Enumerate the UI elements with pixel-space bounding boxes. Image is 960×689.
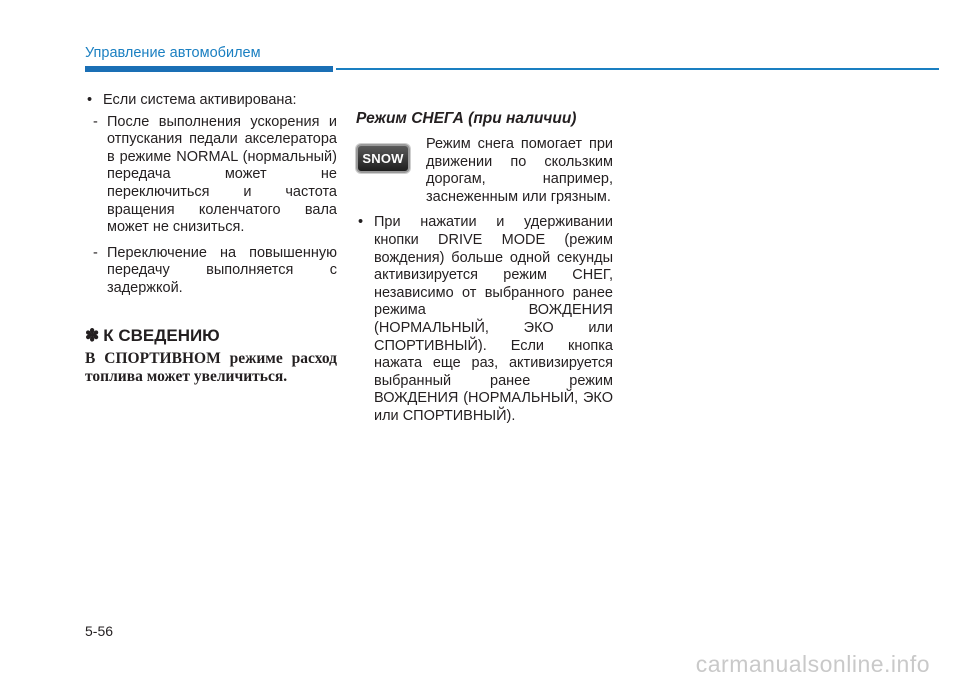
- bullet-item: [85, 92, 337, 110]
- sub-item: [93, 245, 337, 298]
- bullet-text: При нажатии и удерживании кнопки DRIVE MODE (режим вождения) больше одной секунды активизируется режим СНЕГ, независимо от выбранного ранее режима ВОЖДЕНИЯ (НОРМАЛЬНЫЙ, ЭКО или СПОРТИВНЫЙ). Если кнопка нажата еще раз, активизируется выбранный ранее режим ВОЖДЕНИЯ (НОРМАЛЬНЫЙ, ЭКО или СПОРТИВНЫЙ).: [374, 214, 613, 424]
- dash-mark: -: [93, 113, 98, 130]
- bullet-text: Если система активирована:: [103, 92, 297, 108]
- dash-mark: -: [93, 244, 98, 261]
- snow-icon-wrap: [356, 136, 426, 206]
- bullet-item: [356, 214, 613, 425]
- note-heading-text: К СВЕДЕНИЮ: [103, 325, 220, 345]
- sub-item-text: Переключение на повышенную передачу выполняется с задержкой.: [107, 244, 337, 296]
- snow-mode-block: [356, 136, 613, 206]
- sub-item-text: После выполнения ускорения и отпускания педали акселератора в режиме NORMAL (нормальный) передача может не переключиться и частота вращения коленчатого вала может не снизиться.: [107, 113, 337, 236]
- snow-button-icon: SNOW: [356, 144, 410, 173]
- header-rule-thin: [336, 68, 939, 70]
- left-column: [85, 92, 337, 386]
- snow-mode-heading: Режим СНЕГА (при наличии): [356, 110, 577, 127]
- bullet-mark: •: [87, 92, 93, 108]
- watermark: carmanualsonline.info: [695, 651, 930, 677]
- note-text: В СПОРТИВНОМ режиме расход топлива может увеличиться.: [85, 349, 337, 385]
- sub-list: [85, 114, 337, 298]
- page-number: 5-56: [85, 623, 114, 639]
- right-column: [356, 110, 613, 426]
- note-star-icon: ✽: [85, 325, 100, 345]
- snow-mode-description: Режим снега помогает при движении по скользким дорогам, например, заснеженным или грязным.: [426, 136, 613, 205]
- bullet-mark: •: [358, 214, 364, 231]
- note-heading: [85, 326, 337, 346]
- header-rule-thick: [85, 66, 333, 72]
- sub-item: [93, 114, 337, 237]
- section-title: Управление автомобилем: [85, 45, 261, 61]
